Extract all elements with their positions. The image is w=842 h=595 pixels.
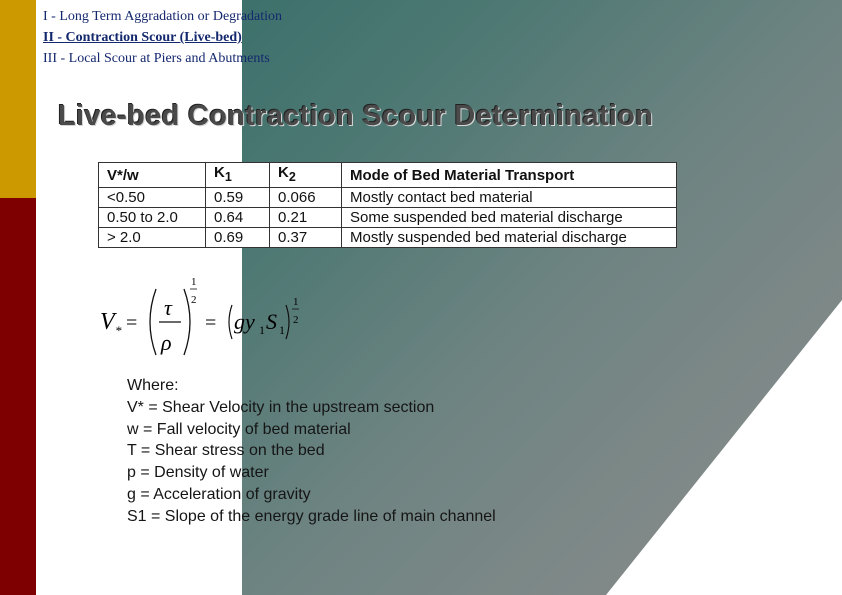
table-row [99, 188, 677, 208]
table-cell: 0.50 to 2.0 [99, 208, 206, 228]
definition-shear-velocity: V* = Shear Velocity in the upstream section [127, 398, 435, 416]
table-cell: 0.64 [206, 208, 270, 228]
table-cell: Mostly suspended bed material discharge [342, 228, 677, 248]
variable-definitions [127, 375, 496, 528]
formula-exp-den-2: 2 [293, 314, 299, 326]
formula-tau: τ [164, 295, 172, 320]
left-accent-bar-maroon [0, 198, 36, 595]
formula-gy: gy [234, 309, 255, 334]
definition-density: p = Density of water [127, 464, 269, 482]
table-cell: 0.066 [270, 188, 342, 208]
formula-s: S [266, 309, 277, 334]
table-cell: Some suspended bed material discharge [342, 208, 677, 228]
table-cell: Mostly contact bed material [342, 188, 677, 208]
left-accent-bar-gold [0, 0, 36, 198]
shear-velocity-formula [98, 275, 308, 360]
table-cell: > 2.0 [99, 228, 206, 248]
formula-v: V [100, 309, 115, 335]
table-header-row [99, 163, 677, 188]
formula-s-sub: 1 [279, 323, 285, 337]
header-k2: $K_2$ [270, 163, 342, 188]
formula-equals-2: = [205, 312, 217, 334]
table-cell: 0.69 [206, 228, 270, 248]
slide-title: Live-bed Contraction Scour Determination [58, 100, 654, 132]
table-cell: 0.21 [270, 208, 342, 228]
section-outline [43, 6, 282, 69]
formula-equals: = [126, 312, 138, 334]
definition-shear-stress: T = Shear stress on the bed [127, 442, 325, 460]
definitions-heading: Where: [127, 377, 179, 394]
outline-item-degradation[interactable]: I - Long Term Aggradation or Degradation [43, 9, 283, 24]
formula-paren-right-2 [286, 305, 289, 339]
outline-item-contraction-scour[interactable]: II - Contraction Scour (Live-bed) [43, 30, 242, 45]
header-velocity-ratio: V*/w [99, 163, 206, 188]
k1-coefficient-table [98, 162, 677, 248]
table-row [99, 228, 677, 248]
formula-exp-num: 1 [191, 276, 197, 288]
table-cell: <0.50 [99, 188, 206, 208]
outline-item-local-scour[interactable]: III - Local Scour at Piers and Abutments [43, 51, 270, 66]
table-row [99, 208, 677, 228]
formula-y-sub: 1 [259, 323, 265, 337]
table-cell: 0.37 [270, 228, 342, 248]
definition-gravity: g = Acceleration of gravity [127, 485, 311, 503]
formula-paren-right [184, 289, 190, 355]
formula-paren-left-2 [229, 305, 232, 339]
formula-exp-num-2: 1 [293, 296, 299, 308]
formula-paren-left [150, 289, 156, 355]
formula-exp-den: 2 [191, 294, 197, 306]
table-cell: 0.59 [206, 188, 270, 208]
definition-slope: S1 = Slope of the energy grade line of main channel [127, 507, 496, 525]
definition-fall-velocity: w = Fall velocity of bed material [127, 420, 351, 438]
header-transport-mode: Mode of Bed Material Transport [342, 163, 677, 188]
header-k1: $K_1$ [206, 163, 270, 188]
formula-v-sub: * [115, 323, 122, 338]
formula-rho: ρ [161, 330, 172, 355]
